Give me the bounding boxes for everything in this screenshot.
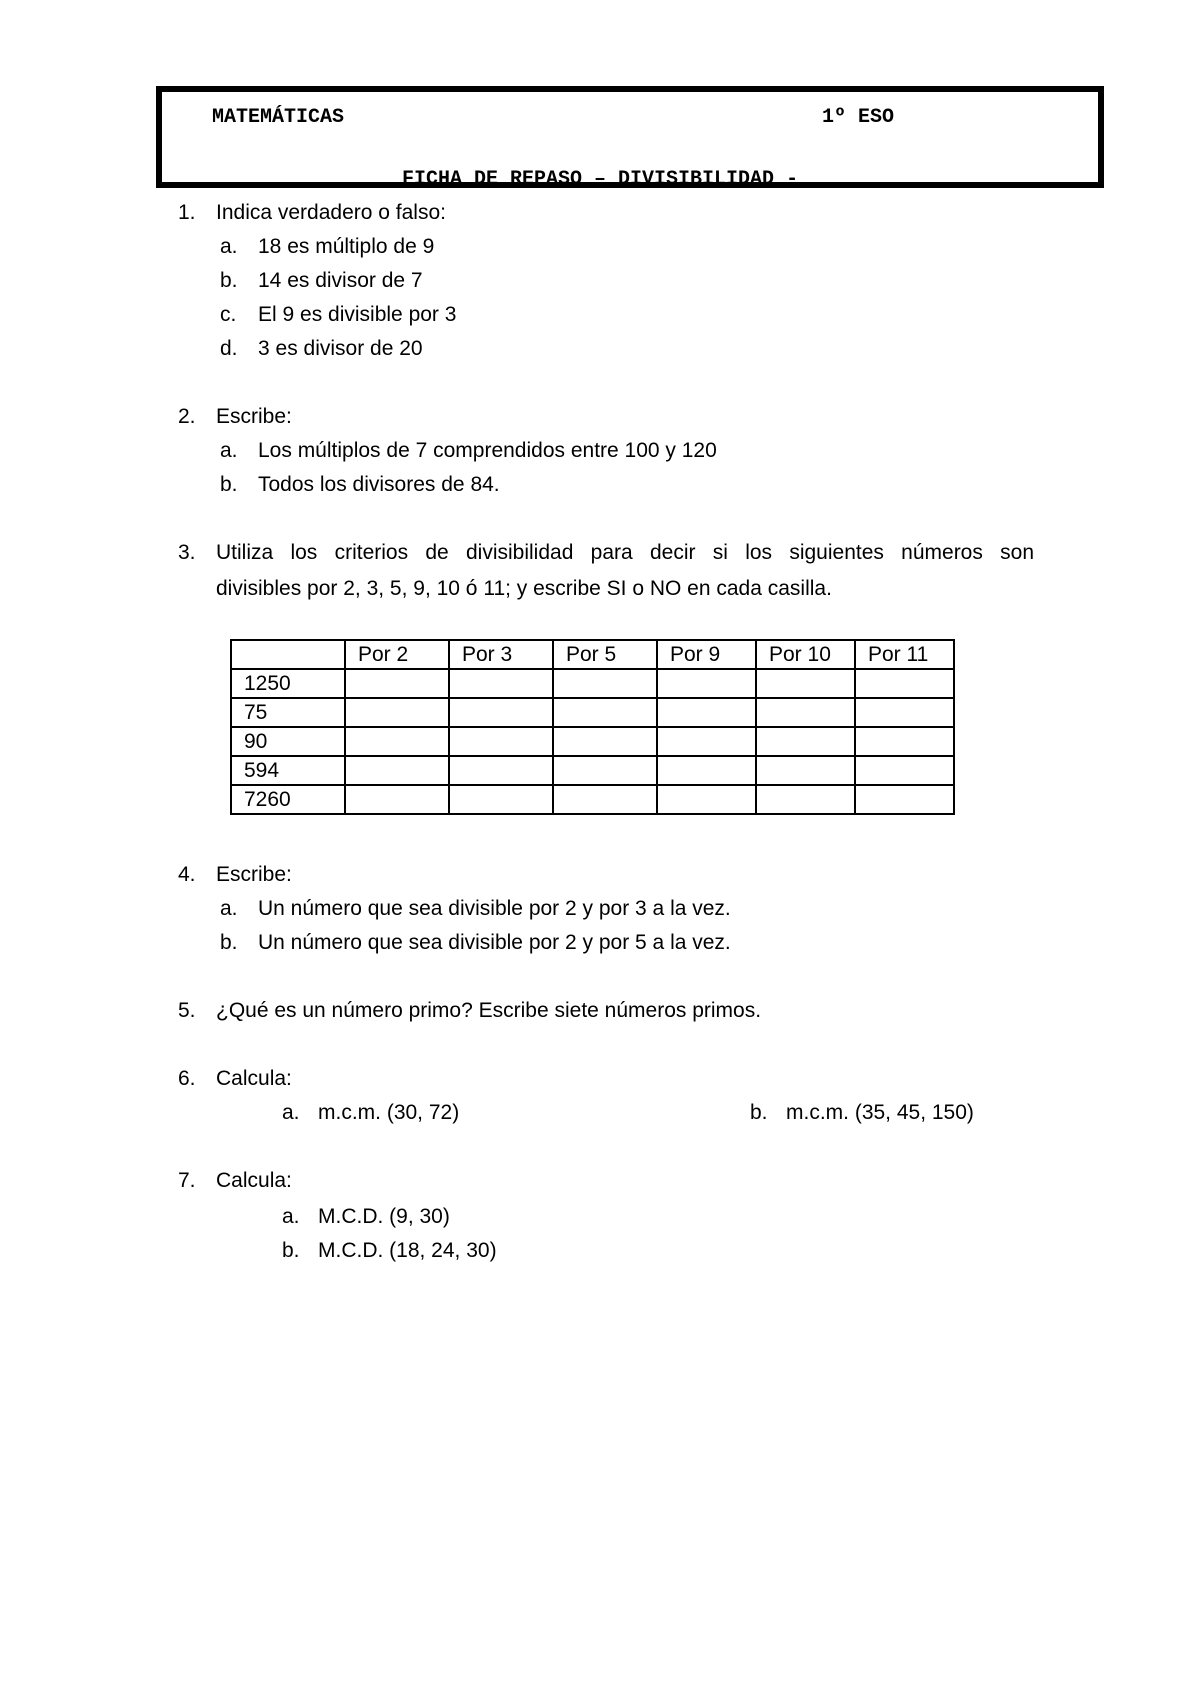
exercise-2-number: 2. bbox=[178, 405, 196, 428]
exercise-1-item-a: 18 es múltiplo de 9 bbox=[258, 235, 435, 258]
exercise-2-item-a: Los múltiplos de 7 comprendidos entre 100 y 120 bbox=[258, 439, 717, 462]
table-header-cell: Por 5 bbox=[553, 640, 657, 669]
exercise-1-item-c-marker: c. bbox=[220, 303, 237, 326]
exercise-4-item-a: Un número que sea divisible por 2 y por 3 a la vez. bbox=[258, 897, 731, 920]
answer-cell[interactable] bbox=[553, 727, 657, 756]
answer-cell[interactable] bbox=[553, 669, 657, 698]
exercise-6-item-b: m.c.m. (35, 45, 150) bbox=[786, 1101, 974, 1124]
table-row-label: 7260 bbox=[231, 785, 345, 814]
exercise-3-prompt-line2: divisibles por 2, 3, 5, 9, 10 ó 11; y escribe SI o NO en cada casilla. bbox=[216, 577, 832, 600]
exercise-7-prompt: Calcula: bbox=[216, 1169, 292, 1192]
answer-cell[interactable] bbox=[657, 756, 756, 785]
table-header-cell: Por 11 bbox=[855, 640, 954, 669]
table-row bbox=[231, 727, 954, 756]
answer-cell[interactable] bbox=[756, 698, 855, 727]
exercise-7-number: 7. bbox=[178, 1169, 196, 1192]
exercise-1-item-d: 3 es divisor de 20 bbox=[258, 337, 423, 360]
worksheet-title: FICHA DE REPASO – DIVISIBILIDAD - bbox=[402, 168, 799, 191]
exercise-4-item-a-marker: a. bbox=[220, 897, 238, 920]
answer-cell[interactable] bbox=[345, 669, 449, 698]
grade-level-label: 1º ESO bbox=[822, 106, 895, 129]
exercise-2-item-b-marker: b. bbox=[220, 473, 238, 496]
answer-cell[interactable] bbox=[449, 785, 553, 814]
exercise-6-prompt: Calcula: bbox=[216, 1067, 292, 1090]
answer-cell[interactable] bbox=[449, 727, 553, 756]
answer-cell[interactable] bbox=[553, 756, 657, 785]
exercise-7-item-b: M.C.D. (18, 24, 30) bbox=[318, 1239, 497, 1262]
table-row bbox=[231, 756, 954, 785]
answer-cell[interactable] bbox=[855, 698, 954, 727]
exercise-6-item-a-marker: a. bbox=[282, 1101, 300, 1124]
exercise-6-item-b-marker: b. bbox=[750, 1101, 768, 1124]
exercise-4-item-b: Un número que sea divisible por 2 y por 5 a la vez. bbox=[258, 931, 731, 954]
answer-cell[interactable] bbox=[756, 727, 855, 756]
answer-cell[interactable] bbox=[657, 727, 756, 756]
answer-cell[interactable] bbox=[345, 698, 449, 727]
answer-cell[interactable] bbox=[345, 785, 449, 814]
answer-cell[interactable] bbox=[855, 785, 954, 814]
exercise-1-number: 1. bbox=[178, 201, 196, 224]
table-header-cell: Por 2 bbox=[345, 640, 449, 669]
table-row bbox=[231, 785, 954, 814]
answer-cell[interactable] bbox=[756, 756, 855, 785]
exercise-7-item-a: M.C.D. (9, 30) bbox=[318, 1205, 450, 1228]
answer-cell[interactable] bbox=[345, 727, 449, 756]
table-header-cell: Por 3 bbox=[449, 640, 553, 669]
worksheet-header bbox=[156, 86, 1104, 191]
exercise-1-prompt: Indica verdadero o falso: bbox=[216, 201, 446, 224]
answer-cell[interactable] bbox=[553, 698, 657, 727]
exercise-6-item-a: m.c.m. (30, 72) bbox=[318, 1101, 460, 1124]
answer-cell[interactable] bbox=[449, 669, 553, 698]
answer-cell[interactable] bbox=[553, 785, 657, 814]
answer-cell[interactable] bbox=[756, 785, 855, 814]
subject-label: MATEMÁTICAS bbox=[212, 106, 345, 129]
answer-cell[interactable] bbox=[657, 698, 756, 727]
exercise-5-prompt: ¿Qué es un número primo? Escribe siete números primos. bbox=[216, 999, 762, 1022]
exercise-2-item-a-marker: a. bbox=[220, 439, 238, 462]
answer-cell[interactable] bbox=[855, 669, 954, 698]
exercise-1-item-c: El 9 es divisible por 3 bbox=[258, 303, 457, 326]
table-row bbox=[231, 698, 954, 727]
table-row-label: 90 bbox=[231, 727, 345, 756]
table-header-cell: Por 9 bbox=[657, 640, 756, 669]
answer-cell[interactable] bbox=[855, 727, 954, 756]
exercise-7-item-b-marker: b. bbox=[282, 1239, 300, 1262]
answer-cell[interactable] bbox=[855, 756, 954, 785]
table-row bbox=[231, 669, 954, 698]
exercise-4-prompt: Escribe: bbox=[216, 863, 292, 886]
exercise-1-item-b: 14 es divisor de 7 bbox=[258, 269, 423, 292]
answer-cell[interactable] bbox=[657, 785, 756, 814]
table-row-label: 1250 bbox=[231, 669, 345, 698]
table-row-label: 594 bbox=[231, 756, 345, 785]
answer-cell[interactable] bbox=[756, 669, 855, 698]
exercise-4-item-b-marker: b. bbox=[220, 931, 238, 954]
exercise-4-number: 4. bbox=[178, 863, 196, 886]
answer-cell[interactable] bbox=[449, 756, 553, 785]
exercise-5-number: 5. bbox=[178, 999, 196, 1022]
table-header-cell: Por 10 bbox=[756, 640, 855, 669]
divisibility-table bbox=[230, 639, 955, 815]
exercise-3-number: 3. bbox=[178, 541, 196, 564]
exercise-2-prompt: Escribe: bbox=[216, 405, 292, 428]
answer-cell[interactable] bbox=[657, 669, 756, 698]
exercise-1-item-a-marker: a. bbox=[220, 235, 238, 258]
exercise-7-item-a-marker: a. bbox=[282, 1205, 300, 1228]
exercise-3-prompt-line1: Utiliza los criterios de divisibilidad para decir si los siguientes números son bbox=[216, 541, 1034, 564]
exercise-1-item-d-marker: d. bbox=[220, 337, 238, 360]
exercise-6-number: 6. bbox=[178, 1067, 196, 1090]
answer-cell[interactable] bbox=[345, 756, 449, 785]
answer-cell[interactable] bbox=[449, 698, 553, 727]
exercise-2-item-b: Todos los divisores de 84. bbox=[258, 473, 500, 496]
table-row-label: 75 bbox=[231, 698, 345, 727]
table-header-cell bbox=[231, 640, 345, 669]
exercise-1-item-b-marker: b. bbox=[220, 269, 238, 292]
table-header-row bbox=[231, 640, 954, 669]
